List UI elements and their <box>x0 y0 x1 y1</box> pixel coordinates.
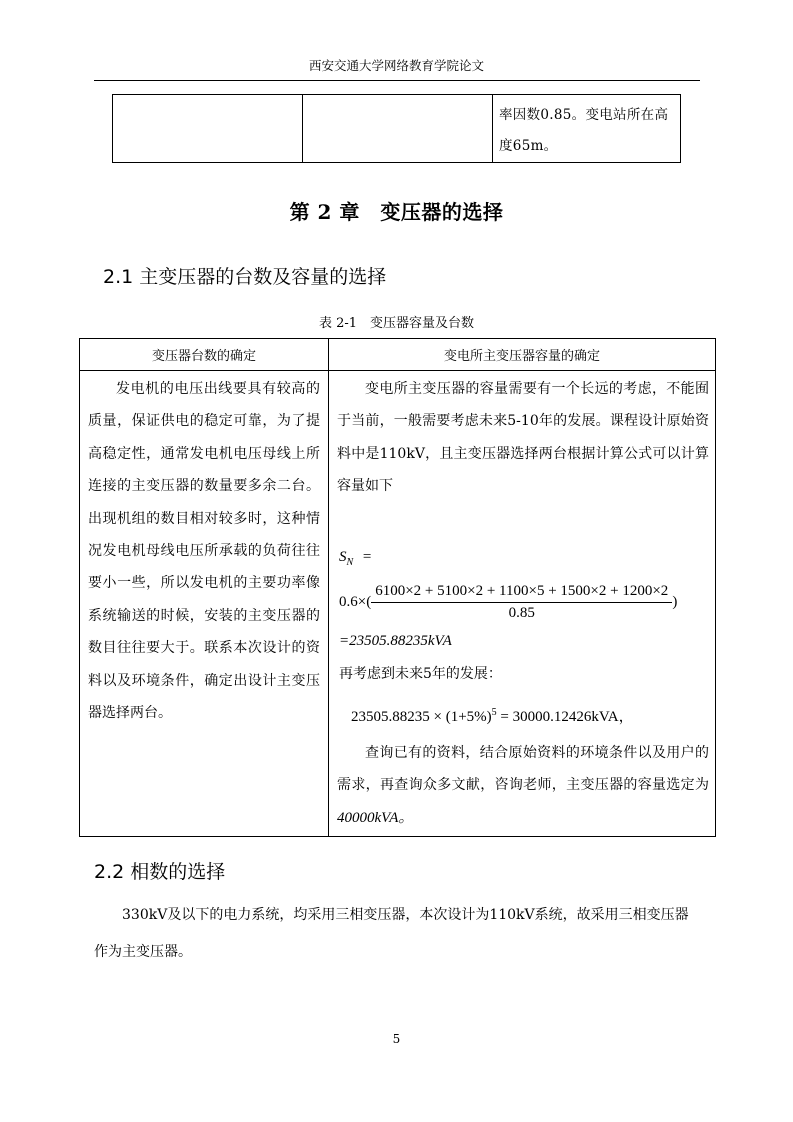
capacity-intro: 变电所主变压器的容量需要有一个长远的考虑，不能囿于当前，一般需要考虑未来5-10年的发展。课程设计原始资料中是110kV，且主变压器选择两台根据计算公式可以计算容量如下 <box>337 381 709 495</box>
conclusion-text: 查询已有的资料，结合原始资料的环境条件以及用户的需求，再查询众多文献，咨询老师，主变压器的容量选定为 <box>337 745 709 794</box>
continued-cell-1 <box>113 95 303 163</box>
capacity-table <box>79 338 716 837</box>
count-description: 发电机的电压出线要具有较高的质量，保证供电的稳定可靠，为了提高稳定性，通常发电机电压母线上所连接的主变压器的数量要多余二台。出现机组的数目相对较多时，这种情况发电机母线电压所承载的负荷往往要小一些，所以发电机的主要功率像系统输送的时候，安装的主变压器的数目往往要大于。联系本次设计的资料以及环境条件，确定出设计主变压器选择两台。 <box>88 381 320 722</box>
table-cell-count <box>80 371 329 837</box>
capacity-conclusion <box>329 737 715 834</box>
table-cell-capacity <box>329 371 716 837</box>
future-text: 再考虑到未来5年的发展： <box>339 666 502 682</box>
future-formula-result: = 30000.12426kVA， <box>496 709 634 725</box>
conclusion-value: 40000kVA。 <box>337 809 414 826</box>
formula-expression <box>339 583 677 622</box>
chapter-title: 第 2 章 变压器的选择 <box>289 200 504 224</box>
formula-fraction <box>371 583 672 622</box>
continued-table <box>112 94 681 163</box>
table-header-count: 变压器台数的确定 <box>80 339 329 371</box>
table-caption: 表 2-1 变压器容量及台数 <box>318 316 475 331</box>
section-2-1-title: 2.1 主变压器的台数及容量的选择 <box>103 266 387 288</box>
formula-close-paren: ) <box>672 594 678 610</box>
formula-result: =23505.88235kVA <box>339 633 452 649</box>
continued-cell-3 <box>493 95 681 163</box>
continued-cell-text: 率因数0.85。变电站所在高度65m。 <box>499 107 669 154</box>
formula-coefficient: 0.6×( <box>339 594 372 610</box>
formula-lhs-subscript: N <box>346 557 354 568</box>
page-number: 5 <box>392 1032 401 1046</box>
formula-numerator: 6100×2 + 5100×2 + 1100×5 + 1500×2 + 1200×2 <box>371 583 672 603</box>
section-2-2-title: 2.2 相数的选择 <box>94 861 226 883</box>
continued-cell-2 <box>303 95 493 163</box>
future-formula-exponent: 5 <box>491 707 497 718</box>
header-rule <box>94 80 700 81</box>
table-header-capacity: 变电所主变压器容量的确定 <box>329 339 716 371</box>
future-formula <box>351 705 634 726</box>
formula-denominator: 0.85 <box>508 605 535 621</box>
section-2-2-body: 330kV及以下的电力系统，均采用三相变压器，本次设计为110kV系统，故采用三相变压器作为主变压器。 <box>94 907 689 960</box>
formula-lhs-symbol: S <box>339 549 347 565</box>
formula-lhs <box>339 549 371 568</box>
future-formula-base: 23505.88235 × (1+5%) <box>351 709 492 725</box>
page-header: 西安交通大学网络教育学院论文 <box>308 58 484 73</box>
formula-equals: = <box>362 549 372 565</box>
